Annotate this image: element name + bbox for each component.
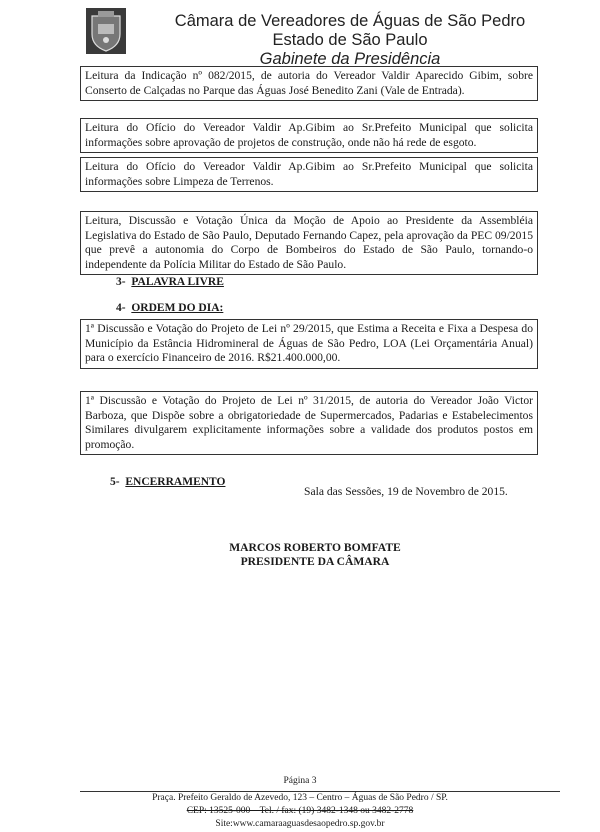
- place-date: Sala das Sessões, 19 de Novembro de 2015.: [304, 485, 508, 498]
- agenda-item-4: Leitura, Discussão e Votação Única da Moção de Apoio ao Presidente da Assembléia Legislativa do Estado de São Paulo, Deputado Fernando Capez, pela aprovação da PEC 09/2015 que prevê a autonomia do Corpo de Bombeiros do Estado de São Paulo, tornando-o independente da Polícia Militar do Estado de São Paulo.: [80, 211, 538, 275]
- section-title: ENCERRAMENTO: [125, 476, 226, 488]
- section-number: 5-: [110, 476, 120, 488]
- agenda-item-3: Leitura do Ofício do Vereador Valdir Ap.Gibim ao Sr.Prefeito Municipal que solicita informações sobre Limpeza de Terrenos.: [80, 157, 538, 192]
- footer-site: Site:www.camaraaguasdesaopedro.sp.gov.br: [215, 819, 385, 829]
- signature-name: MARCOS ROBERTO BOMFATE: [229, 541, 401, 554]
- agenda-item-1: Leitura da Indicação nº 082/2015, de autoria do Vereador Valdir Aparecido Gibim, sobre Conserto de Calçadas no Parque das Águas José Benedito Zani (Vale de Entrada).: [80, 66, 538, 101]
- footer-contact: CEP: 13525-000 – Tel. / fax: (19) 3482-1348 ou 3482-2778: [186, 806, 414, 816]
- footer-address: Praça. Prefeito Geraldo de Azevedo, 123 – Centro – Águas de São Pedro / SP.: [152, 793, 448, 803]
- header-title: Câmara de Vereadores de Águas de São Pedro: [174, 12, 526, 30]
- section-palavra-livre: [116, 276, 224, 288]
- page-number: Página 3: [283, 776, 317, 786]
- section-number: 4-: [116, 302, 126, 314]
- ordem-item-2: 1ª Discussão e Votação do Projeto de Lei nº 31/2015, de autoria do Vereador João Victor Barboza, que Dispõe sobre a obrigatoriedade de Supermercados, Padarias e Estabelecimentos Similares divulgarem explicitamente informações sobre a validade dos produtos postos em promoção.: [80, 391, 538, 455]
- ordem-item-1: 1ª Discussão e Votação do Projeto de Lei nº 29/2015, que Estima a Receita e Fixa a Despesa do Município da Estância Hidromineral de Águas de São Pedro, LOA (Lei Orçamentária Anual) para o exercício Financeiro de 2016. R$21.400.000,00.: [80, 319, 538, 369]
- section-number: 3-: [116, 276, 126, 288]
- section-title: PALAVRA LIVRE: [131, 276, 224, 288]
- section-title: ORDEM DO DIA:: [131, 302, 224, 314]
- footer-divider: [80, 791, 560, 792]
- header-office: Gabinete da Presidência: [259, 50, 441, 68]
- header-state: Estado de São Paulo: [272, 31, 428, 49]
- signature-role: PRESIDENTE DA CÂMARA: [240, 555, 390, 568]
- section-ordem-do-dia: [116, 302, 223, 314]
- section-encerramento: [110, 476, 225, 488]
- agenda-item-2: Leitura do Ofício do Vereador Valdir Ap.Gibim ao Sr.Prefeito Municipal que solicita informações sobre aprovação de projetos de construção, onde não há rede de esgoto.: [80, 118, 538, 153]
- coat-of-arms-icon: [86, 8, 126, 54]
